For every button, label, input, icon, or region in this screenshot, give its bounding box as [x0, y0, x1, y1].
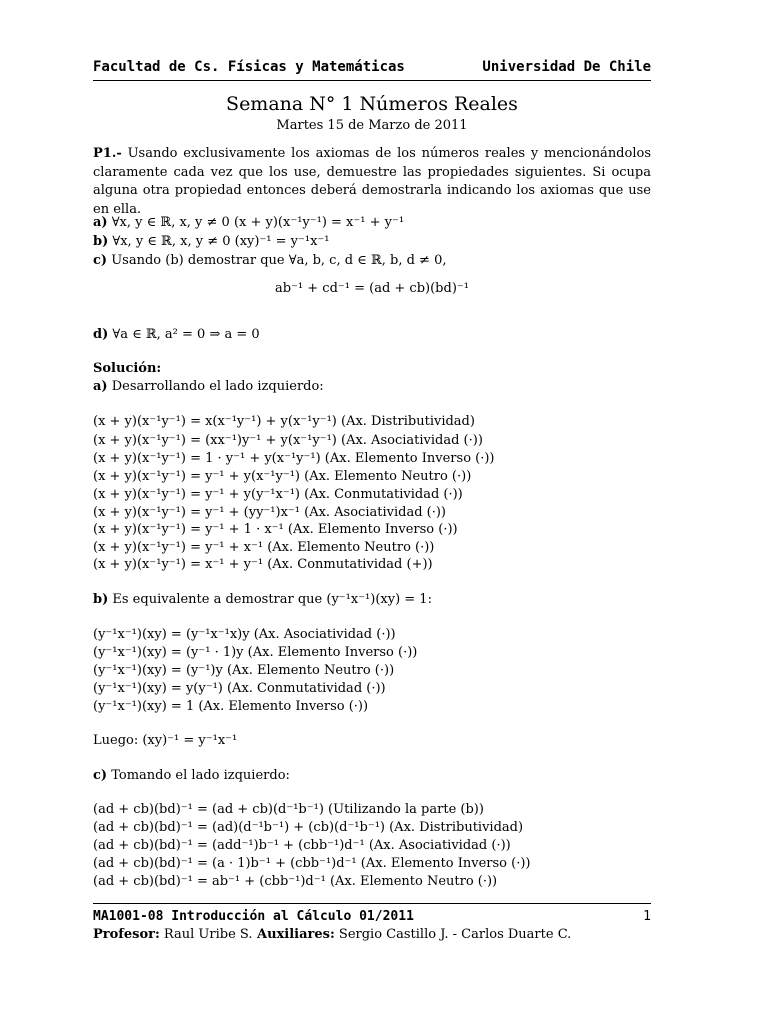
solution-b-text: Es equivalente a demostrar que (y⁻¹x⁻¹)(xy) = 1:: [108, 592, 432, 607]
page-date: Martes 15 de Marzo de 2011: [276, 118, 468, 133]
professor-label: Profesor:: [93, 927, 160, 942]
proof-a-line: (x + y)(x⁻¹y⁻¹) = y⁻¹ + (yy⁻¹)x⁻¹ (Ax. Asociatividad (·)): [93, 505, 447, 520]
proof-c-line: (ad + cb)(bd)⁻¹ = (ad)(d⁻¹b⁻¹) + (cb)(d⁻¹b⁻¹) (Ax. Distributividad): [93, 820, 524, 835]
proof-a-line: (x + y)(x⁻¹y⁻¹) = y⁻¹ + y(x⁻¹y⁻¹) (Ax. Elemento Neutro (·)): [93, 469, 472, 484]
proof-c-line: (ad + cb)(bd)⁻¹ = ab⁻¹ + (cbb⁻¹)d⁻¹ (Ax. Elemento Neutro (·)): [93, 874, 498, 889]
proof-a-line: (x + y)(x⁻¹y⁻¹) = y⁻¹ + y(y⁻¹x⁻¹) (Ax. Conmutatividad (·)): [93, 487, 463, 502]
solution-b-intro: [93, 592, 432, 607]
problem-statement: [93, 145, 651, 219]
page-title: Semana N° 1 Números Reales: [226, 93, 518, 115]
proof-b-line: (y⁻¹x⁻¹)(xy) = (y⁻¹ · 1)y (Ax. Elemento Inverso (·)): [93, 645, 418, 660]
item-c-formula: ab⁻¹ + cd⁻¹ = (ad + cb)(bd)⁻¹: [275, 281, 469, 296]
solution-a-label: a): [93, 379, 108, 394]
assistants-names: Sergio Castillo J. - Carlos Duarte C.: [334, 927, 572, 942]
page-number: 1: [643, 909, 651, 924]
solution-b-label: b): [93, 592, 109, 607]
proof-b-line: (y⁻¹x⁻¹)(xy) = (y⁻¹x⁻¹x)y (Ax. Asociatividad (·)): [93, 627, 396, 642]
item-d: [93, 327, 260, 342]
proof-b-line: (y⁻¹x⁻¹)(xy) = y(y⁻¹) (Ax. Conmutatividad (·)): [93, 681, 386, 696]
footer-staff-line: [93, 927, 651, 942]
page-header: [93, 59, 651, 75]
proof-a-line: (x + y)(x⁻¹y⁻¹) = (xx⁻¹)y⁻¹ + y(x⁻¹y⁻¹) (Ax. Asociatividad (·)): [93, 433, 483, 448]
proof-a-line: (x + y)(x⁻¹y⁻¹) = x⁻¹ + y⁻¹ (Ax. Conmutatividad (+)): [93, 557, 433, 572]
proof-c-line: (ad + cb)(bd)⁻¹ = (add⁻¹)b⁻¹ + (cbb⁻¹)d⁻¹ (Ax. Asociatividad (·)): [93, 838, 511, 853]
proof-a-line: (x + y)(x⁻¹y⁻¹) = y⁻¹ + 1 · x⁻¹ (Ax. Elemento Inverso (·)): [93, 522, 458, 537]
item-d-text: ∀a ∈ ℝ, a² = 0 ⇒ a = 0: [108, 327, 260, 342]
item-b-label: b): [93, 234, 109, 249]
item-b-text: ∀x, y ∈ ℝ, x, y ≠ 0 (xy)⁻¹ = y⁻¹x⁻¹: [108, 234, 330, 249]
footer-course: MA1001-08 Introducción al Cálculo 01/2011: [93, 909, 414, 924]
solution-c-intro: [93, 768, 290, 783]
item-c-label: c): [93, 253, 108, 268]
proof-b-line: (y⁻¹x⁻¹)(xy) = 1 (Ax. Elemento Inverso (·)): [93, 699, 369, 714]
solution-heading: Solución:: [93, 361, 162, 376]
proof-a-line: (x + y)(x⁻¹y⁻¹) = y⁻¹ + x⁻¹ (Ax. Elemento Neutro (·)): [93, 540, 435, 555]
item-c-text: Usando (b) demostrar que ∀a, b, c, d ∈ ℝ, b, d ≠ 0,: [107, 253, 447, 268]
header-university: Universidad De Chile: [482, 59, 651, 75]
header-faculty: Facultad de Cs. Físicas y Matemáticas: [93, 59, 405, 75]
solution-c-text: Tomando el lado izquierdo:: [107, 768, 290, 783]
solution-a-intro: [93, 379, 324, 394]
footer-course-line: [93, 909, 651, 924]
assistants-label: Auxiliares:: [252, 927, 335, 942]
solution-c-label: c): [93, 768, 108, 783]
proof-c-line: (ad + cb)(bd)⁻¹ = (ad + cb)(d⁻¹b⁻¹) (Utilizando la parte (b)): [93, 802, 484, 817]
solution-a-text: Desarrollando el lado izquierdo:: [107, 379, 324, 394]
item-c: [93, 253, 446, 268]
proof-b-line: (y⁻¹x⁻¹)(xy) = (y⁻¹)y (Ax. Elemento Neutro (·)): [93, 663, 395, 678]
item-a-label: a): [93, 215, 108, 230]
item-a: [93, 215, 404, 230]
item-d-label: d): [93, 327, 109, 342]
conclusion-b: Luego: (xy)⁻¹ = y⁻¹x⁻¹: [93, 733, 238, 748]
footer-rule: [93, 903, 651, 904]
header-rule: [93, 80, 651, 81]
proof-c-line: (ad + cb)(bd)⁻¹ = (a · 1)b⁻¹ + (cbb⁻¹)d⁻¹ (Ax. Elemento Inverso (·)): [93, 856, 531, 871]
document-page: [93, 0, 651, 1024]
item-a-text: ∀x, y ∈ ℝ, x, y ≠ 0 (x + y)(x⁻¹y⁻¹) = x⁻¹ + y⁻¹: [107, 215, 405, 230]
problem-label: P1.-: [93, 146, 122, 161]
proof-a-line: (x + y)(x⁻¹y⁻¹) = x(x⁻¹y⁻¹) + y(x⁻¹y⁻¹) (Ax. Distributividad): [93, 414, 475, 429]
item-b: [93, 234, 330, 249]
professor-name: Raul Uribe S.: [159, 927, 253, 942]
problem-text: Usando exclusivamente los axiomas de los números reales y mencionándolos claramente cada vez que los use, demuestre las propiedades siguientes. Si ocupa alguna otra propiedad entonces deberá demostrarla indicando los axiomas que use en ella.: [93, 146, 651, 217]
proof-a-line: (x + y)(x⁻¹y⁻¹) = 1 · y⁻¹ + y(x⁻¹y⁻¹) (Ax. Elemento Inverso (·)): [93, 451, 495, 466]
